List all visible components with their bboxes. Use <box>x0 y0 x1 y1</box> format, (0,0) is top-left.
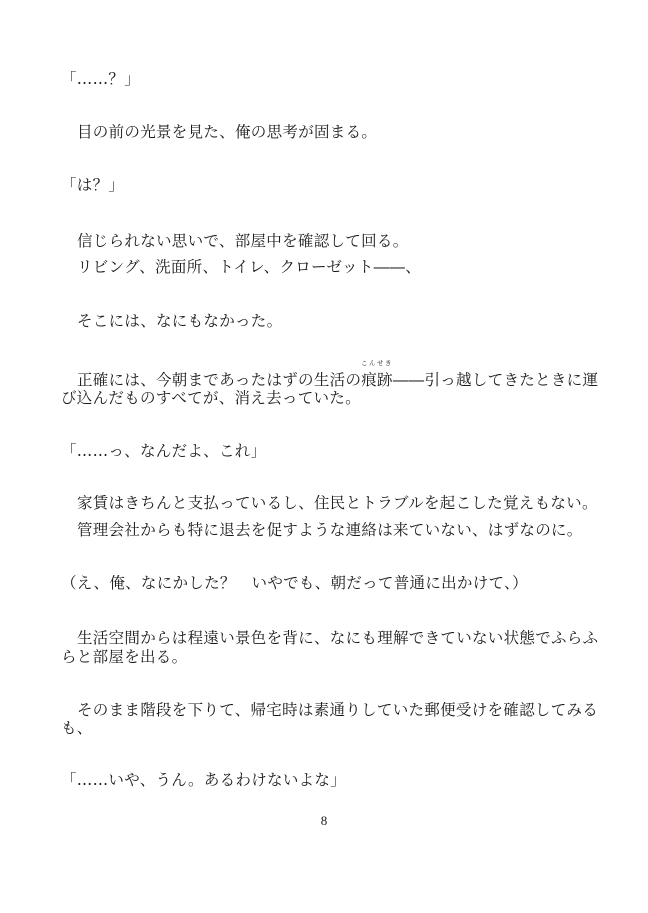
narration-text: 正確には、今朝まであったはずの生活の <box>77 371 362 389</box>
narration-line: 目の前の光景を見た、俺の思考が固まる。 <box>77 123 378 141</box>
narration-line: も、 <box>61 719 93 737</box>
narration-line <box>77 359 617 389</box>
ruby-base-text: 痕跡 <box>361 371 393 389</box>
narration-line: そこには、なにもなかった。 <box>77 312 283 330</box>
ruby-word <box>361 359 394 389</box>
narration-line: 管理会社からも特に退去を促すような連絡は来ていない、はずなのに。 <box>77 521 583 539</box>
narration-line: リビング、洗面所、トイレ、クローゼット――、 <box>77 258 422 276</box>
narration-line: そのまま階段を下りて、帰宅時は素通りしていた郵便受けを確認してみる <box>77 701 599 719</box>
dialogue-line: 「は？」 <box>61 176 125 194</box>
narration-line: 生活空間からは程遠い景色を背に、なにも理解できていない状態でふらふ <box>77 629 599 647</box>
narration-line: 信じられない思いで、部屋中を確認して回る。 <box>77 232 409 250</box>
narration-line: び込んだものすべてが、消え去っていた。 <box>61 389 361 407</box>
thought-line: （え、俺、なにかした？ いやでも、朝だって普通に出かけて、） <box>61 574 528 592</box>
narration-text: ――引っ越してきたときに運 <box>392 371 599 389</box>
page-number: 8 <box>320 813 328 828</box>
narration-line: 家賃はきちんと支払っているし、住民とトラブルを起こした覚えもない。 <box>77 494 598 512</box>
dialogue-line: 「……いや、うん。あるわけないよな」 <box>61 771 347 789</box>
dialogue-line: 「……っ、なんだよ、これ」 <box>61 442 267 460</box>
ruby-reading: こんせき <box>361 359 394 367</box>
dialogue-line: 「……？」 <box>61 70 141 88</box>
narration-line: らと部屋を出る。 <box>61 648 188 666</box>
